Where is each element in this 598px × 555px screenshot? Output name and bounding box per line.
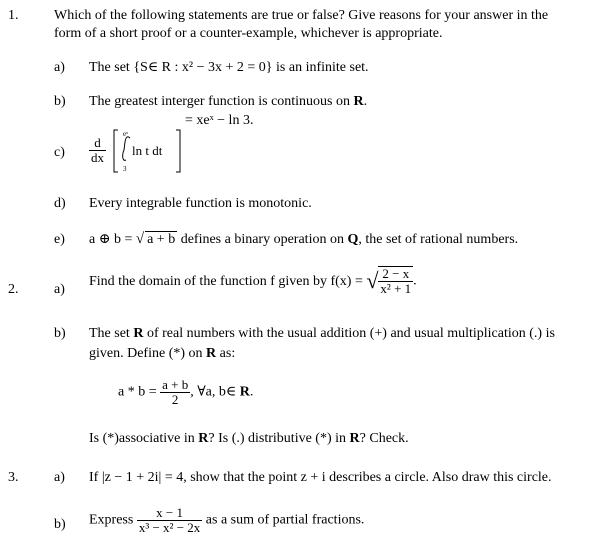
q1-e-text-bold: Q [347, 232, 359, 247]
q3-b-text-pre: Express [89, 512, 137, 528]
q2-b-line1 [89, 326, 555, 343]
right-bracket [176, 130, 180, 172]
q1-b-text-bold: R [353, 94, 364, 109]
left-bracket [114, 130, 118, 172]
q2-a-num: 2 − x [378, 267, 413, 282]
q2-b-formula-post: , ∀a, b∈ [190, 384, 240, 400]
q2-b-question-pre: Is (*)associative in [89, 431, 199, 446]
q2-a-text-post: . [413, 273, 417, 289]
q1-b-text-pre: The greatest interger function is continuous on [89, 94, 354, 109]
integral-bracket-svg [112, 128, 182, 174]
question-2-number: 2. [8, 282, 19, 297]
q2-b-question-bold1: R [198, 431, 209, 446]
q3-b-text-post: as a sum of partial fractions. [202, 512, 365, 528]
q2-b-line2-bold: R [206, 346, 217, 361]
q2-b-question [89, 431, 409, 448]
q1-e-text-post: , the set of rational numbers. [358, 232, 519, 247]
q2-b-formula-num: a + b [162, 377, 189, 392]
question-1-intro-line1: Which of the following statements are true or false? Give reasons for your answer in the [54, 8, 549, 23]
derivative-numerator: d [89, 136, 106, 151]
q1-c-rhs: = xeˣ − ln 3. [185, 113, 254, 129]
q2-b-line2 [89, 346, 235, 363]
q2-b-formula-den: 2 [171, 392, 179, 408]
q1-d-text: Every integrable function is monotonic. [89, 196, 312, 211]
derivative-operator [89, 136, 106, 166]
q1-c-label: c) [54, 145, 65, 160]
q2-b-line2-post: as: [216, 346, 236, 361]
q2-b-question-mid: ? Is (.) distributive (*) in [208, 431, 350, 446]
q3-b-num: x − 1 [137, 506, 202, 521]
q1-e-text: a ⊕ b = √ a + b defines a binary operation on Q, the set of rational numbers. [89, 231, 519, 247]
integral-sign [122, 137, 129, 161]
q2-b-label: b) [54, 326, 66, 341]
question-1-intro-line2: form of a short proof or a counter-example, whichever is appropriate. [54, 26, 443, 41]
q3-b-label: b) [54, 517, 66, 532]
q2-b-line1-pre: The set [89, 326, 134, 341]
q2-b-fraction [160, 378, 190, 408]
q1-b-label: b) [54, 94, 66, 109]
q3-b-den: x³ − x² − 2x [138, 520, 201, 536]
q2-a-text-pre: Find the domain of the function f given by f(x) = [89, 273, 367, 289]
q1-e-text-pre: a ⊕ b = [89, 232, 136, 247]
q1-a-text: The set {S∈ R : x² − 3x + 2 = 0} is an infinite set. [89, 60, 369, 75]
q3-b-text [89, 506, 364, 536]
q1-e-sqrt: a + b [147, 232, 176, 247]
derivative-denominator: dx [91, 150, 104, 166]
q1-d-label: d) [54, 196, 66, 211]
question-1-number: 1. [8, 8, 19, 23]
q2-a-den: x² + 1 [380, 281, 412, 297]
q3-b-fraction [137, 506, 202, 536]
q3-a-text: If |z − 1 + 2i| = 4, show that the point z + i describes a circle. Also draw this circle. [89, 470, 552, 485]
q2-b-question-post: ? Check. [359, 431, 409, 446]
q2-b-question-bold2: R [349, 431, 360, 446]
q2-b-line1-bold: R [133, 326, 144, 341]
integrand: ln t dt [131, 143, 162, 158]
q2-b-formula-pre: a * b = [118, 384, 161, 400]
q1-a-label: a) [54, 60, 65, 75]
q2-b-line1-post: of real numbers with the usual addition (+) and usual multiplication (.) is [143, 326, 555, 341]
q1-c-formula [89, 113, 254, 174]
q2-b-formula-bold: R [239, 384, 250, 400]
q1-e-text-mid: defines a binary operation on [177, 232, 348, 247]
q2-a-fraction [378, 266, 413, 297]
q2-a-text: Find the domain of the function f given by f(x) = √ $\frac{2 - x}{\text{x² + 1}}$ . [89, 266, 417, 297]
q2-a-label: a) [54, 282, 65, 297]
integral-lower-limit: 3 [122, 165, 126, 173]
q2-b-formula [118, 378, 253, 408]
q2-b-line2-pre: given. Define (*) on [89, 346, 207, 361]
q3-a-label: a) [54, 470, 65, 485]
integral-upper-limit: eˣ [122, 130, 128, 138]
q1-e-label: e) [54, 232, 65, 247]
question-3-number: 3. [8, 470, 19, 485]
q1-b-text [89, 94, 367, 111]
q2-b-formula-end: . [249, 384, 254, 400]
q1-b-text-post: . [363, 94, 368, 109]
